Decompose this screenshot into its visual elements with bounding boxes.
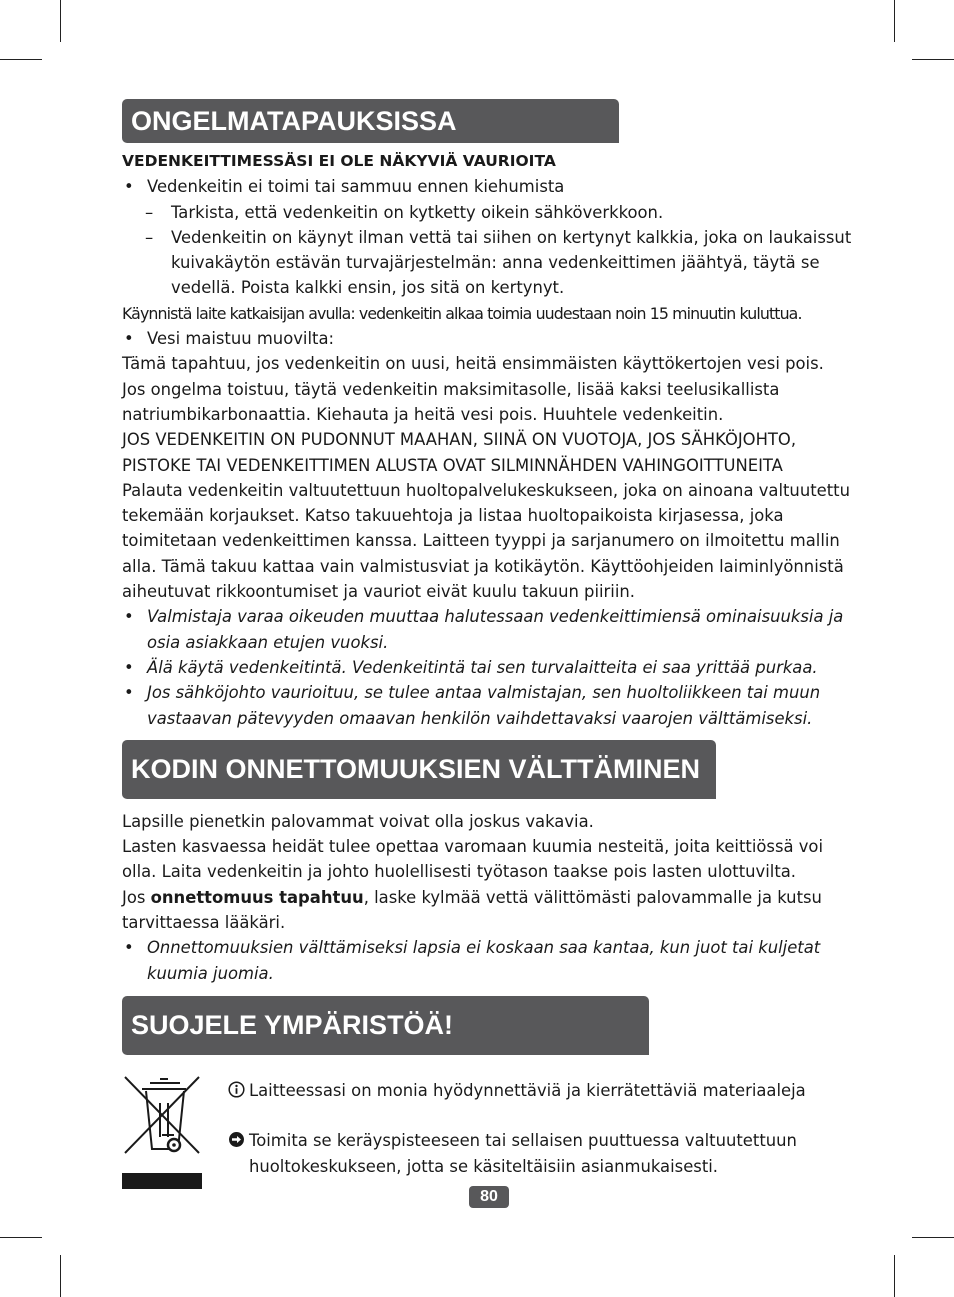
crop-mark [0,1237,42,1238]
dash-item-check-connection: – Tarkista, että vedenkeitin on kytketty oikein sähköverkkoon. [122,200,852,225]
subheading-no-damage: VEDENKEITTIMESSÄSI EI OLE NÄKYVIÄ VAURIOITA [122,152,556,170]
crop-mark [60,1255,61,1297]
crop-mark [0,59,42,60]
italic-note-manufacturer: • Valmistaja varaa oikeuden muuttaa halutessaan vedenkeittimiensä ominaisuuksia ja osia asiakkaan etujen vuoksi. [122,604,852,655]
page-number: 80 [469,1186,509,1208]
environment-text-collection: Toimita se keräyspisteeseen tai sellaisen puuttuessa valtuutettuun huoltokeskukseen, jotta se käsiteltäisiin asianmukaisesti. [249,1131,797,1176]
environment-block [122,1065,852,1205]
environment-row-materials [228,1078,838,1103]
page-content [122,99,852,1205]
environment-text [228,1078,838,1179]
accident-text-bold: onnettomuus tapahtuu [150,887,364,907]
italic-note-hot-drinks: • Onnettomuuksien välttämiseksi lapsia ei koskaan saa kantaa, kun juot tai kuljetat kuumia juomia. [122,935,852,986]
paragraph-service: Palauta vedenkeitin valtuutettuun huoltopalvelukeskukseen, joka on ainoana valtuutettu tekemään korjaukset. Katso takuuehtoja ja listaa huoltopaikoista kirjasessa, joka toimitetaan vedenkeittimen kanssa. Laitteen tyyppi ja sarjanumero on ilmoitettu mallin alla. Tämä takuu kattaa vain valmistusviat ja kotikäytön. Käyttöohjeiden laiminlyönnistä aiheutuvat rikkoontumiset ja vauriot eivät kuulu takuun piiriin. [122,480,850,602]
environment-row-collection [228,1128,838,1179]
section-heading-accidents: KODIN ONNETTOMUUKSIEN VÄLTTÄMINEN [122,740,716,799]
paragraph-plastic-taste: Tämä tapahtuu, jos vedenkeitin on uusi, heitä ensimmäisten käyttökertojen vesi pois. Jos ongelma toistuu, täytä vedenkeitin maksimitasolle, lisää kaksi teelusikallista natriumbikarbonaattia. Kiehauta ja heitä vesi pois. Huuhtele vedenkeitin. [122,354,824,424]
italic-note-disassemble: • Älä käytä vedenkeitintä. Vedenkeitintä tai sen turvalaitteita ei saa yrittää purkaa. [122,655,852,680]
crop-mark [60,0,61,42]
bullet-plastic-taste: • Vesi maistuu muovilta: [122,326,852,351]
accident-text-post: , laske kylmää vettä välittömästi palovammalle ja kutsu tarvittaessa lääkäri. [122,887,822,933]
crop-mark [894,1255,895,1297]
restart-note: Käynnistä laite katkaisijan avulla: vedenkeitin alkaa toimia uudestaan noin 15 minuutin kuluttua. [122,303,802,323]
paragraph-children: Lasten kasvaessa heidät tulee opettaa varomaan kuumia nesteitä, joita keittiössä voi olla. Laita vedenkeitin ja johto huolellisesti työtason taakse pois lasten ulottuvilta. [122,837,824,882]
italic-note-cord: • Jos sähköjohto vaurioituu, se tulee antaa valmistajan, sen huoltoliikkeen tai muun vastaavan pätevyyden omaavan henkilön vaihdettavaksi vaarojen välttämiseksi. [122,680,852,731]
accident-text-pre: Jos [122,887,151,907]
crop-mark [894,0,895,42]
caps-warning: JOS VEDENKEITIN ON PUDONNUT MAAHAN, SIINÄ ON VUOTOJA, JOS SÄHKÖJOHTO, PISTOKE TAI VEDENKEITTIMEN ALUSTA OVAT SILMINNÄHDEN VAHINGOITTUNEITA [122,430,797,475]
arrow-right-icon [228,1131,245,1148]
section-heading-troubleshooting: ONGELMATAPAUKSISSA [122,99,619,143]
environment-text-materials: Laitteessasi on monia hyödynnettäviä ja kierrätettäviä materiaaleja [249,1080,806,1100]
section-heading-environment: SUOJELE YMPÄRISTÖÄ! [122,996,649,1055]
paragraph-burns: Lapsille pienetkin palovammat voivat olla joskus vakavia. [122,811,594,831]
crop-mark [912,1237,954,1238]
info-icon [228,1081,245,1098]
bullet-not-working: • Vedenkeitin ei toimi tai sammuu ennen kiehumista [122,174,852,199]
crossed-bin-icon [122,1075,202,1193]
paragraph-accident [122,885,852,936]
dash-item-dry-boil: – Vedenkeitin on käynyt ilman vettä tai siihen on kertynyt kalkkia, joka on laukaissut kuivakäytön estävän turvajärjestelmän: anna vedenkeittimen jäähtyä, täytä se vedellä. Poista kalkki ensin, jos sitä on kertynyt. [122,225,852,301]
crop-mark [912,59,954,60]
